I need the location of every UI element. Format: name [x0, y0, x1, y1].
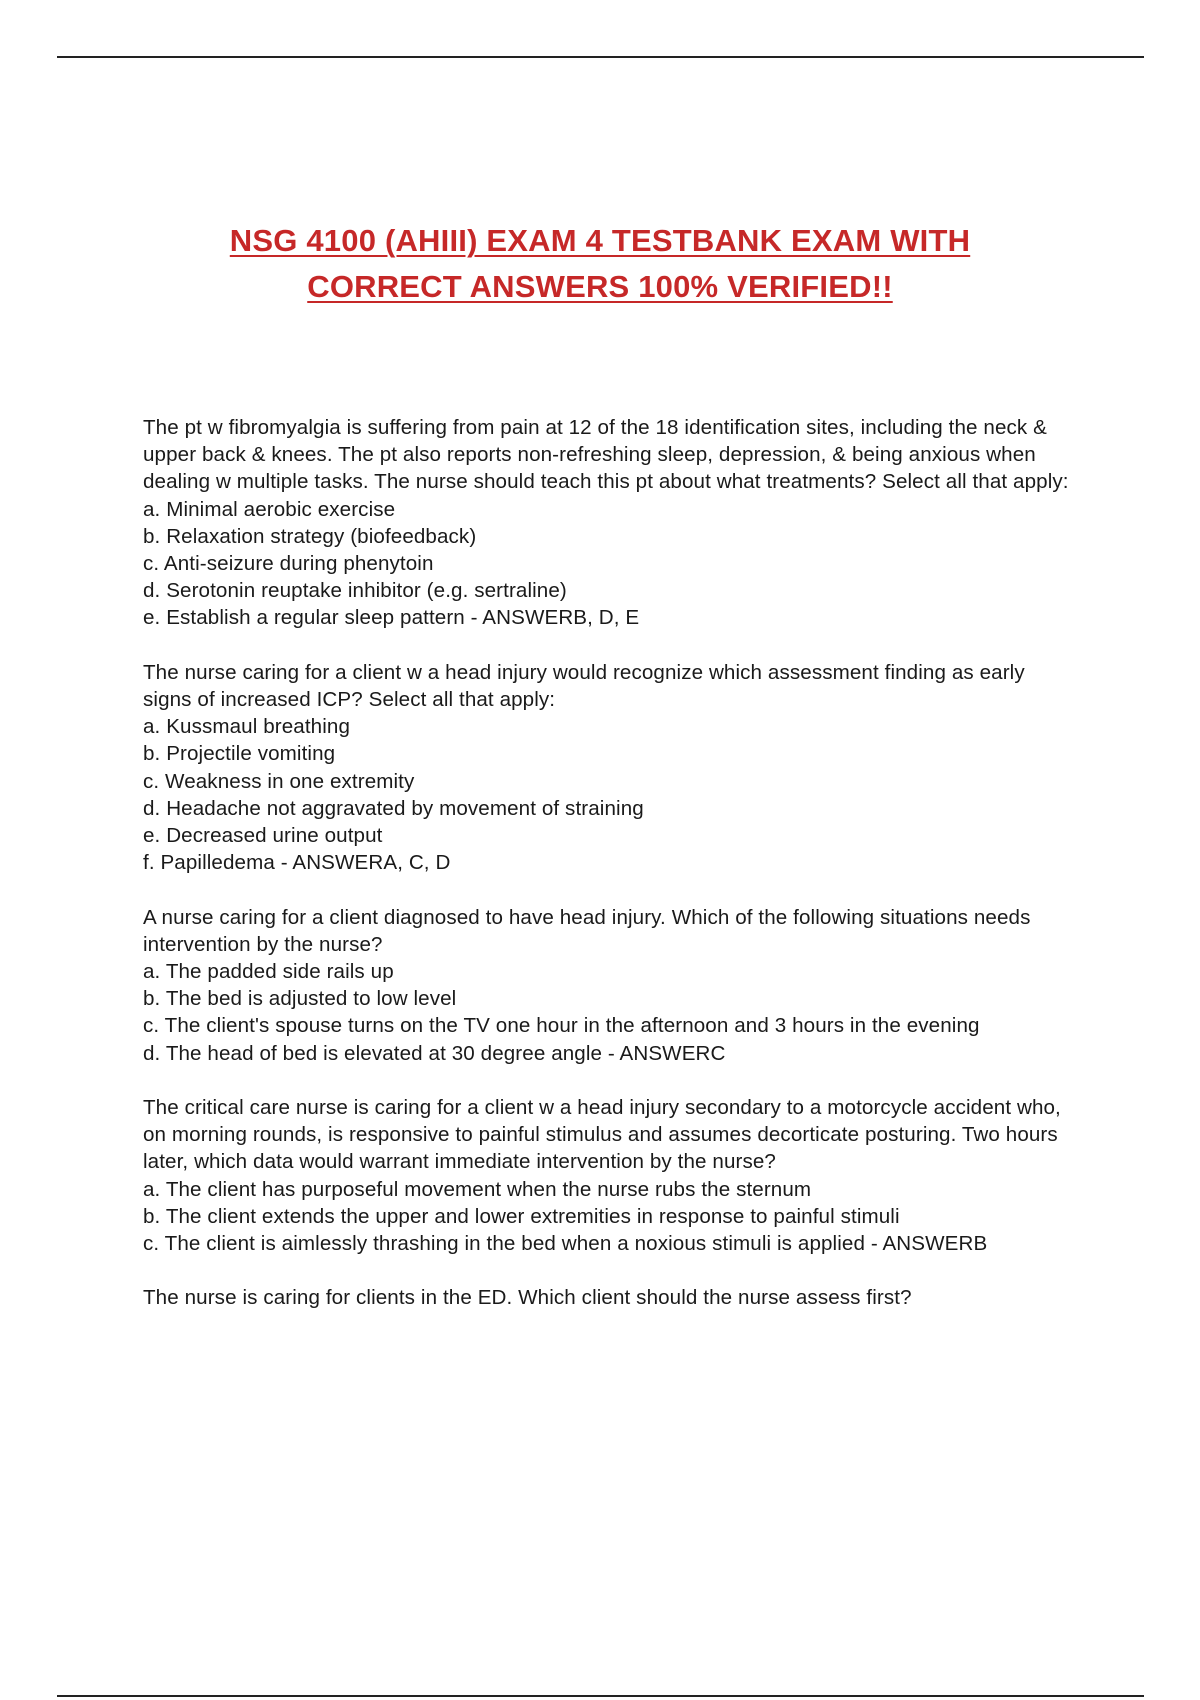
answer-option: d. Headache not aggravated by movement of straining: [143, 796, 644, 820]
answer-option: c. The client is aimlessly thrashing in the bed when a noxious stimuli is applied - ANSWERB: [143, 1232, 988, 1256]
answer-option: a. The client has purposeful movement when the nurse rubs the sternum: [143, 1177, 812, 1201]
answer-option: d. The head of bed is elevated at 30 degree angle - ANSWERC: [143, 1041, 726, 1065]
answer-option: c. Anti-seizure during phenytoin: [143, 552, 434, 576]
top-rule: [57, 56, 1144, 58]
title-line-2: CORRECT ANSWERS 100% VERIFIED!!: [307, 269, 893, 304]
question-stem: The pt w fibromyalgia is suffering from pain at 12 of the 18 identification sites, including the neck & upper back & knees. The pt also reports non-refreshing sleep, depression, & being anxious when dealing w multiple tasks. The nurse should teach this pt about what treatments? Select all that apply:: [143, 416, 1069, 494]
answer-option: a. The padded side rails up: [143, 960, 394, 984]
answer-option: f. Papilledema - ANSWERA, C, D: [143, 851, 451, 875]
question-block-1: [143, 414, 1073, 632]
question-list: [143, 414, 1073, 1339]
answer-option: b. The client extends the upper and lower extremities in response to painful stimuli: [143, 1204, 900, 1228]
answer-option: b. Relaxation strategy (biofeedback): [143, 524, 477, 548]
question-stem: The nurse is caring for clients in the ED. Which client should the nurse assess first?: [143, 1286, 912, 1310]
answer-option: c. Weakness in one extremity: [143, 769, 415, 793]
answer-option: b. The bed is adjusted to low level: [143, 987, 457, 1011]
question-stem: The nurse caring for a client w a head injury would recognize which assessment finding as early signs of increased ICP? Select all that apply:: [143, 660, 1025, 712]
question-block-2: [143, 659, 1073, 877]
title-line-1: NSG 4100 (AHIII) EXAM 4 TESTBANK EXAM WITH: [229, 223, 971, 258]
answer-option: c. The client's spouse turns on the TV one hour in the afternoon and 3 hours in the evening: [143, 1014, 980, 1038]
bottom-rule: [57, 1695, 1144, 1697]
answer-option: e. Decreased urine output: [143, 824, 383, 848]
answer-option: a. Minimal aerobic exercise: [143, 497, 396, 521]
document-title: [0, 218, 1200, 310]
question-block-5: [143, 1284, 1073, 1311]
answer-option: e. Establish a regular sleep pattern - ANSWERB, D, E: [143, 606, 640, 630]
answer-option: d. Serotonin reuptake inhibitor (e.g. sertraline): [143, 579, 567, 603]
question-stem: A nurse caring for a client diagnosed to have head injury. Which of the following situations needs intervention by the nurse?: [143, 905, 1031, 956]
question-stem: The critical care nurse is caring for a client w a head injury secondary to a motorcycle accident who, on morning rounds, is responsive to painful stimulus and assumes decorticate posturing. Two hours later, which data would warrant immediate intervention by the nurse?: [143, 1096, 1061, 1174]
question-block-3: [143, 904, 1073, 1067]
answer-option: a. Kussmaul breathing: [143, 715, 351, 739]
answer-option: b. Projectile vomiting: [143, 742, 336, 766]
question-block-4: [143, 1094, 1073, 1257]
